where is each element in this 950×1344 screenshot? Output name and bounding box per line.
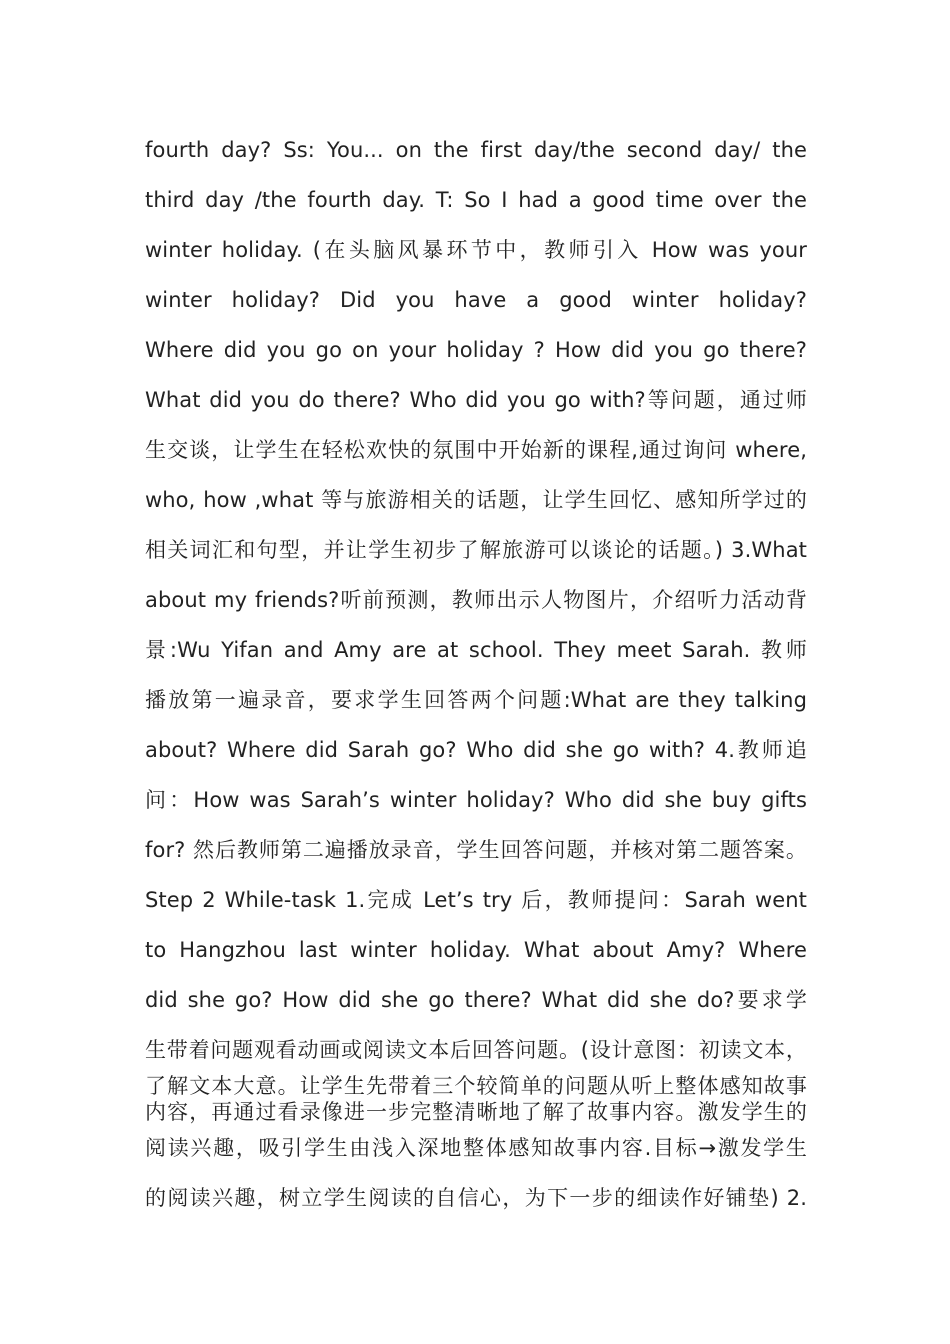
text-line: to Hangzhou last winter holiday. What about Amy? Where	[145, 938, 807, 962]
text-line: Step 2 While-task 1.完成 Let’s try 后，教师提问：Sarah went	[145, 888, 807, 912]
text-line: for? 然后教师第二遍播放录音，学生回答问题，并核对第二题答案。	[145, 838, 807, 862]
text-line: winter holiday. (在头脑风暴环节中，教师引入 How was your	[145, 238, 807, 262]
text-line: 了解文本大意。让学生先带着三个较简单的问题从听上整体感知故事	[145, 1074, 807, 1098]
text-line: winter holiday? Did you have a good winter holiday?	[145, 288, 807, 312]
text-line: 景:Wu Yifan and Amy are at school. They meet Sarah. 教师	[145, 638, 807, 662]
text-line: 生交谈，让学生在轻松欢快的氛围中开始新的课程,通过询问 where,	[145, 438, 807, 462]
text-line: 阅读兴趣，吸引学生由浅入深地整体感知故事内容.目标→激发学生	[145, 1136, 807, 1160]
text-line: 问：How was Sarah’s winter holiday? Who did she buy gifts	[145, 788, 807, 812]
text-line: What did you do there? Who did you go with?等问题，通过师	[145, 388, 807, 412]
text-line: 的阅读兴趣，树立学生阅读的自信心，为下一步的细读作好铺垫) 2.	[145, 1186, 807, 1210]
text-line: 播放第一遍录音，要求学生回答两个问题:What are they talking	[145, 688, 807, 712]
text-line: about? Where did Sarah go? Who did she go with? 4.教师追	[145, 738, 807, 762]
text-line: did she go? How did she go there? What did she do?要求学	[145, 988, 807, 1012]
text-line: 相关词汇和句型，并让学生初步了解旅游可以谈论的话题。) 3.What	[145, 538, 807, 562]
text-line: fourth day? Ss: You... on the first day/the second day/ the	[145, 138, 807, 162]
text-line: about my friends?听前预测，教师出示人物图片，介绍听力活动背	[145, 588, 807, 612]
text-line: 生带着问题观看动画或阅读文本后回答问题。(设计意图：初读文本，	[145, 1038, 807, 1062]
text-line: Where did you go on your holiday ? How did you go there?	[145, 338, 807, 362]
text-line: third day /the fourth day. T: So I had a good time over the	[145, 188, 807, 212]
text-line: who, how ,what 等与旅游相关的话题，让学生回忆、感知所学过的	[145, 488, 807, 512]
text-line: 内容，再通过看录像进一步完整清晰地了解了故事内容。激发学生的	[145, 1100, 807, 1124]
